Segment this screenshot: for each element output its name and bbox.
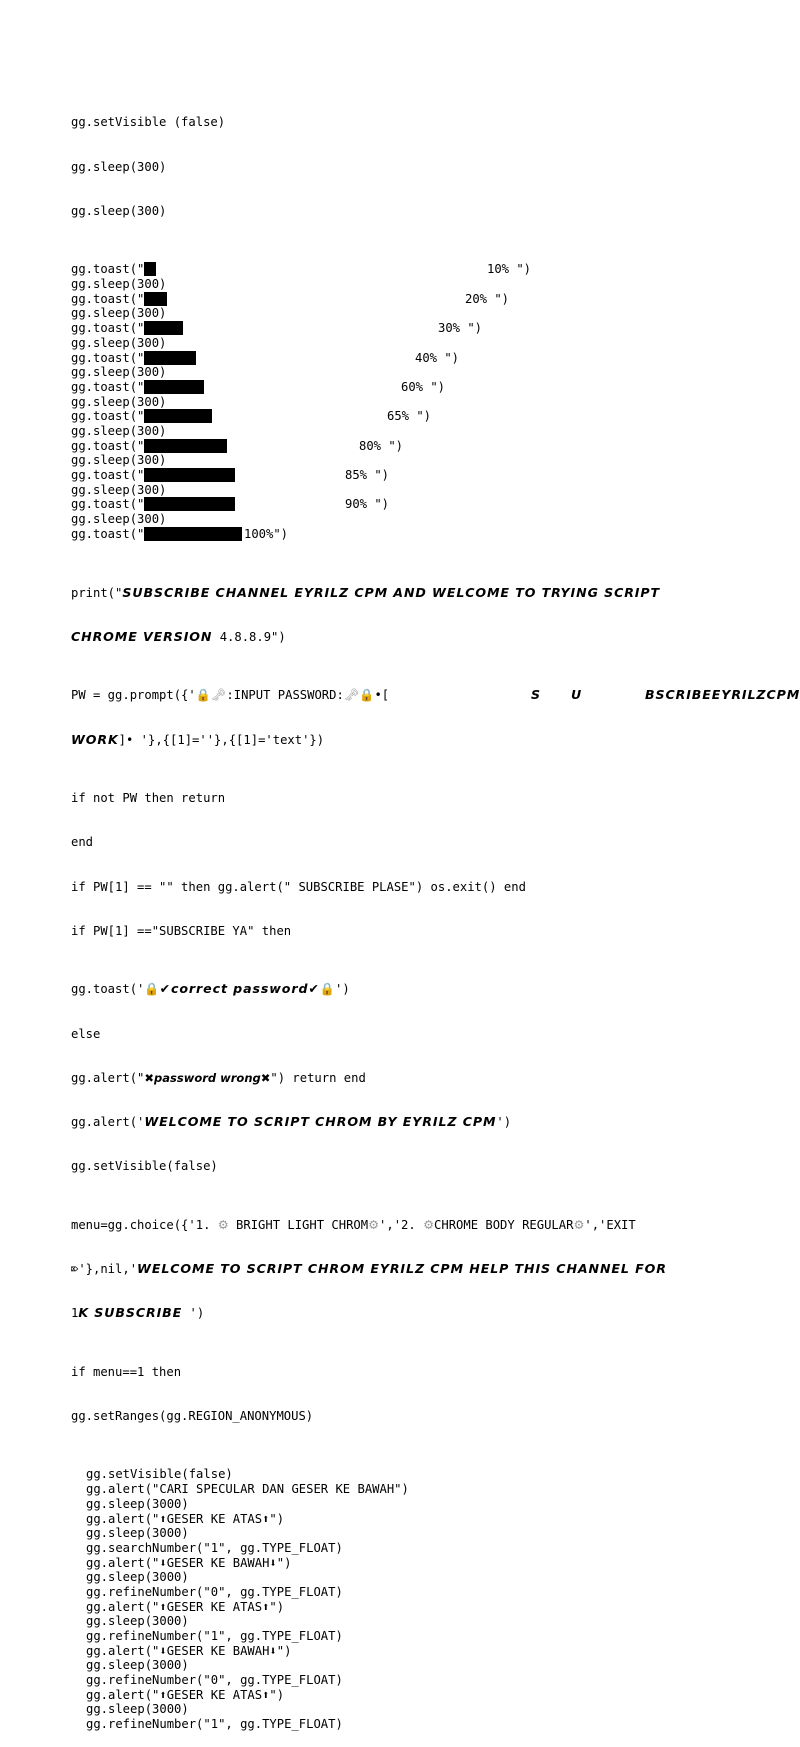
code-line: gg.sleep(300) xyxy=(71,512,167,527)
menu-choice-line: menu=gg.choice({'1. ⚙ BRIGHT LIGHT CHROM⚙','2. ⚙CHROME BODY REGULAR⚙','EXIT xyxy=(71,1217,636,1232)
code-line: gg.sleep(3000) xyxy=(86,1496,189,1511)
progress-percent: 85% ") xyxy=(345,468,390,483)
code-line: gg.refineNumber("0", gg.TYPE_FLOAT) xyxy=(86,1584,343,1599)
gear-icon: ⚙ xyxy=(573,1217,585,1232)
code-line: end xyxy=(71,835,94,850)
toast-progress-line: gg.toast(" 60% ") xyxy=(71,379,446,394)
code-line: gg.sleep(3000) xyxy=(86,1702,189,1717)
progress-bar-fill xyxy=(144,380,204,394)
code-line: if not PW then return xyxy=(71,791,226,806)
progress-bar-fill xyxy=(144,409,212,423)
code-line: gg.sleep(300) xyxy=(71,365,167,380)
toast-progress-line: gg.toast(" 10% ") xyxy=(71,262,532,277)
code-line: gg.refineNumber("1", gg.TYPE_FLOAT) xyxy=(86,1717,343,1732)
code-line: gg.sleep(300) xyxy=(71,306,167,321)
progress-bar-fill xyxy=(144,497,235,511)
code-line: gg.sleep(3000) xyxy=(86,1614,189,1629)
code-line: gg.searchNumber("1", gg.TYPE_FLOAT) xyxy=(86,1540,343,1555)
code-document xyxy=(71,86,800,1747)
print-emphasis: SUBSCRIBE CHANNEL EYRILZ CPM AND WELCOME TO TRYING SCRIPT xyxy=(122,584,661,600)
print-line-cont: CHROME VERSION 4.8.8.9") xyxy=(71,628,286,644)
key-lock-icon: 🗝🔒 xyxy=(343,688,375,703)
print-line: print("SUBSCRIBE CHANNEL EYRILZ CPM AND WELCOME TO TRYING SCRIPT xyxy=(71,584,661,600)
progress-percent: 60% ") xyxy=(401,379,446,394)
progress-bar-fill xyxy=(144,351,196,365)
code-line: gg.alert("⬆GESER KE ATAS⬆") xyxy=(86,1687,285,1702)
prompt-line: PW = gg.prompt({'🔒🗝:INPUT PASSWORD:🗝🔒•[ S U BSCRIBEEYRILZCPM xyxy=(71,687,800,703)
gear-icon: ⚙ xyxy=(217,1217,229,1232)
code-line: gg.alert("⬆GESER KE ATAS⬆") xyxy=(86,1511,285,1526)
progress-bar-fill xyxy=(144,292,167,306)
code-line: gg.refineNumber("0", gg.TYPE_FLOAT) xyxy=(86,1673,343,1688)
code-line: gg.sleep(300) xyxy=(71,394,167,409)
code-line: gg.sleep(3000) xyxy=(86,1658,189,1673)
menu-choice-line-cont: ⌦'},nil,'WELCOME TO SCRIPT CHROM EYRILZ CPM HELP THIS CHANNEL FOR xyxy=(71,1260,667,1276)
code-line: gg.sleep(3000) xyxy=(86,1570,189,1585)
code-line: gg.refineNumber("1", gg.TYPE_FLOAT) xyxy=(86,1629,343,1644)
lock-icon: 🔒 xyxy=(319,982,336,997)
code-line: gg.setVisible (false) xyxy=(71,115,226,130)
progress-bar-fill xyxy=(144,439,227,453)
progress-percent: 30% ") xyxy=(438,321,483,336)
toast-progress-line: gg.toast(" 40% ") xyxy=(71,350,460,365)
toast-progress-line: gg.toast(" 100%") xyxy=(71,526,289,541)
code-line: gg.alert("CARI SPECULAR DAN GESER KE BAWAH") xyxy=(86,1482,409,1497)
code-line: gg.setRanges(gg.REGION_ANONYMOUS) xyxy=(71,1408,314,1423)
welcome-alert-line: gg.alert('WELCOME TO SCRIPT CHROM BY EYRILZ CPM') xyxy=(71,1113,512,1129)
code-line: gg.alert("⬇GESER KE BAWAH⬇") xyxy=(86,1643,292,1658)
code-line: gg.sleep(300) xyxy=(71,453,167,468)
code-line: gg.alert("⬇GESER KE BAWAH⬇") xyxy=(86,1555,292,1570)
lock-key-icon: 🔒🗝 xyxy=(195,688,227,703)
indented-code-block xyxy=(71,1467,768,1731)
code-line: gg.setVisible(false) xyxy=(71,1158,218,1173)
progress-toast-block xyxy=(71,262,768,541)
code-line: if PW[1] =="SUBSCRIBE YA" then xyxy=(71,923,292,938)
progress-percent: 10% ") xyxy=(487,262,532,277)
code-line: else xyxy=(71,1026,101,1041)
progress-percent: 20% ") xyxy=(465,291,510,306)
gear-icon: ⚙ xyxy=(423,1217,435,1232)
code-line: gg.sleep(300) xyxy=(71,335,167,350)
progress-bar-fill xyxy=(144,321,183,335)
lock-icon: 🔒 xyxy=(144,982,160,997)
menu-choice-line-cont: 1K SUBSCRIBE ') xyxy=(71,1304,205,1320)
progress-bar-fill xyxy=(144,527,242,541)
code-line: gg.sleep(300) xyxy=(71,203,167,218)
toast-progress-line: gg.toast(" 30% ") xyxy=(71,321,483,336)
progress-bar-fill xyxy=(144,468,235,482)
progress-percent: 90% ") xyxy=(345,497,390,512)
progress-percent: 80% ") xyxy=(359,438,404,453)
code-line: gg.alert("⬆GESER KE ATAS⬆") xyxy=(86,1599,285,1614)
correct-toast-line: gg.toast('🔒✔correct password✔🔒') xyxy=(71,981,350,997)
progress-percent: 40% ") xyxy=(415,350,460,365)
toast-progress-line: gg.toast(" 85% ") xyxy=(71,468,390,483)
code-line: if menu==1 then xyxy=(71,1364,182,1379)
progress-bar-fill xyxy=(144,262,156,276)
code-line: if PW[1] == "" then gg.alert(" SUBSCRIBE PLASE") os.exit() end xyxy=(71,879,526,894)
code-line: gg.sleep(300) xyxy=(71,423,167,438)
progress-percent: 65% ") xyxy=(387,409,432,424)
wrong-alert-line: gg.alert("✖password wrong✖") return end xyxy=(71,1070,366,1085)
code-line: gg.sleep(300) xyxy=(71,159,167,174)
progress-percent: 100%") xyxy=(244,526,289,541)
code-line: gg.sleep(3000) xyxy=(86,1526,189,1541)
gear-icon: ⚙ xyxy=(368,1217,380,1232)
toast-progress-line: gg.toast(" 80% ") xyxy=(71,438,404,453)
code-line: gg.sleep(300) xyxy=(71,482,167,497)
toast-progress-line: gg.toast(" 90% ") xyxy=(71,497,390,512)
code-line: gg.setVisible(false) xyxy=(86,1467,233,1482)
toast-progress-line: gg.toast(" 65% ") xyxy=(71,409,432,424)
toast-progress-line: gg.toast(" 20% ") xyxy=(71,291,510,306)
prompt-line-cont: WORK]• '},{[1]=''},{[1]='text'}) xyxy=(71,731,325,747)
code-line: gg.sleep(300) xyxy=(71,277,167,292)
